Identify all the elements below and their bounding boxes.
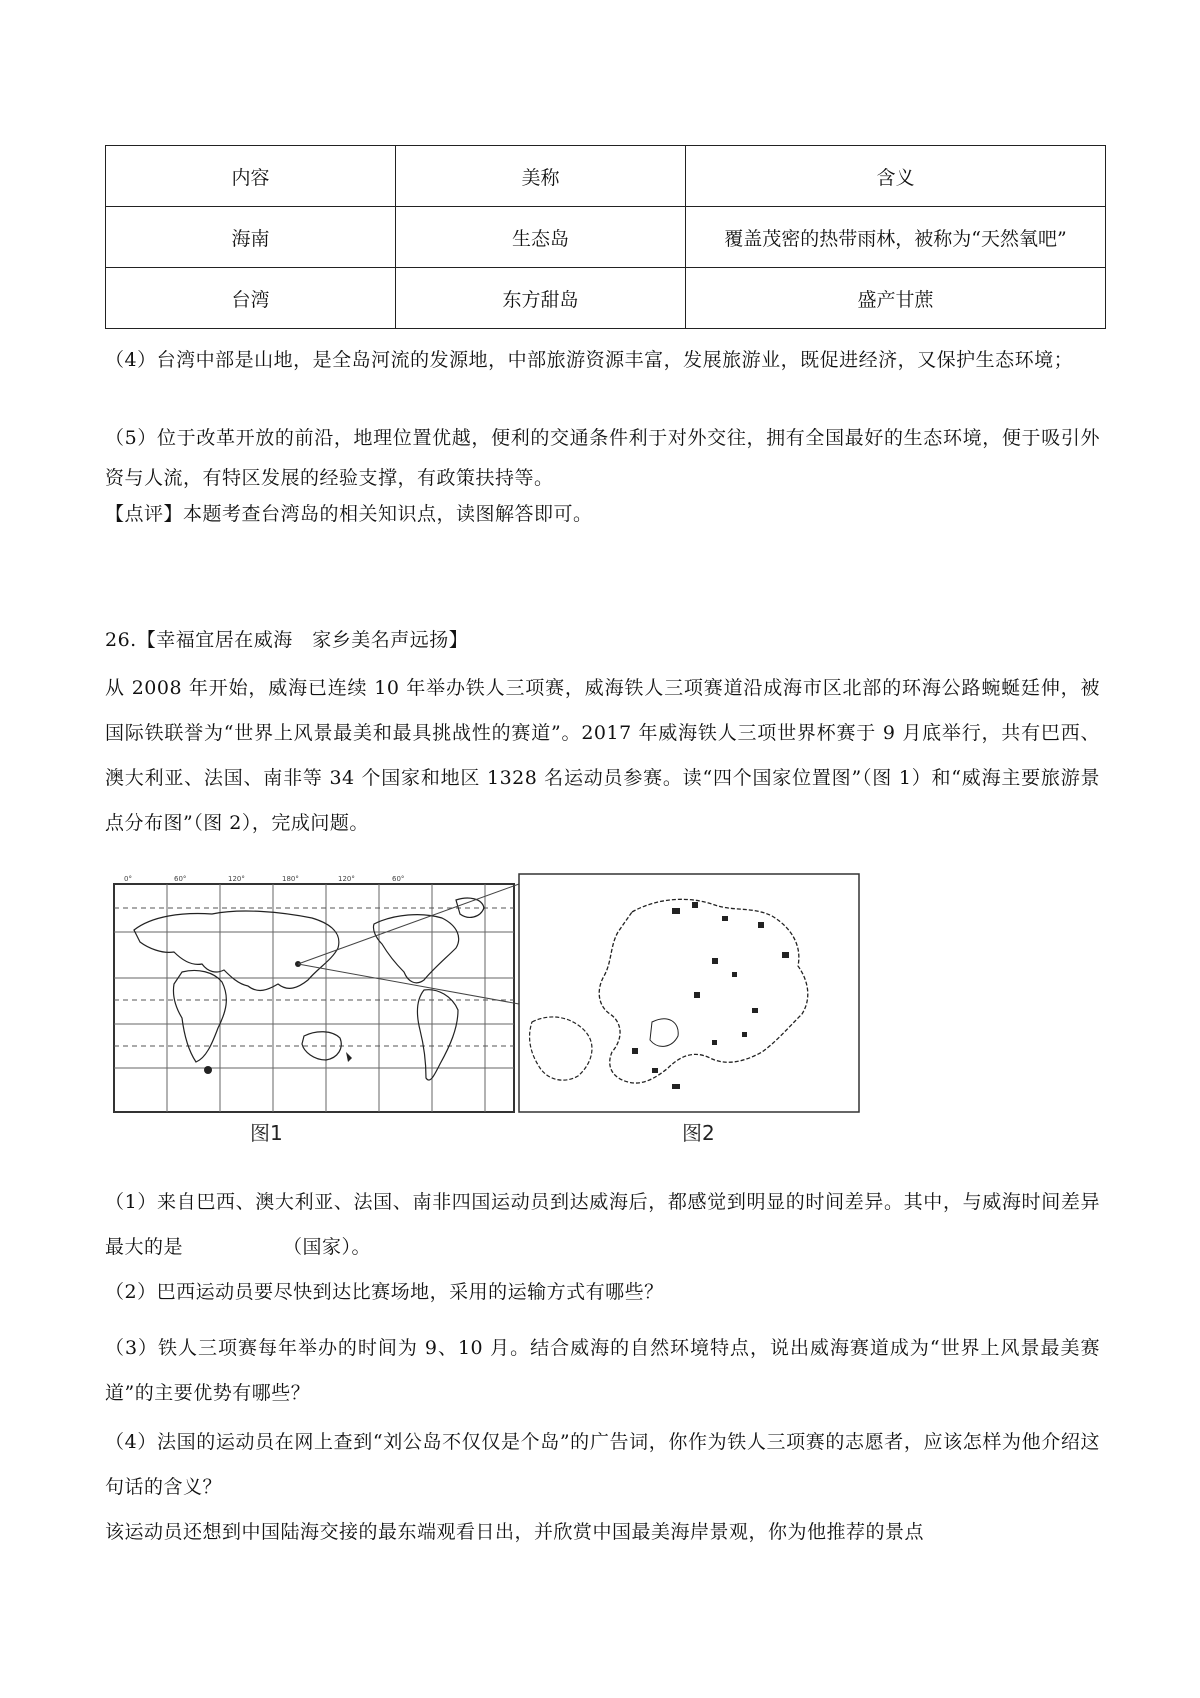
question-2: （2）巴西运动员要尽快到达比赛场地，采用的运输方式有哪些？ bbox=[105, 1281, 664, 1303]
table-row bbox=[106, 207, 1106, 268]
table-cell: 覆盖茂密的热带雨林，被称为“天然氧吧” bbox=[686, 207, 1106, 268]
question-1 bbox=[105, 1180, 1100, 1270]
table-cell: 台湾 bbox=[106, 268, 396, 329]
svg-text:0°: 0° bbox=[124, 875, 132, 883]
map-figures bbox=[112, 872, 942, 1152]
question-4: （4）法国的运动员在网上查到“刘公岛不仅仅是个岛”的广告词，你作为铁人三项赛的志愿者，应该怎样为他介绍这句话的含义？ bbox=[105, 1431, 1100, 1498]
question-title: 26.【幸福宜居在威海 家乡美名声远扬】 bbox=[105, 629, 469, 651]
question-1-suffix: （国家）。 bbox=[283, 1236, 372, 1258]
question-intro: 从 2008 年开始，威海已连续 10 年举办铁人三项赛，威海铁人三项赛道沿成海市区北部的环海公路蜿蜒廷伸，被国际铁联誉为“世界上风景最美和最具挑战性的赛道”。2017 年威海铁人三项世界杯赛于 9 月底举行，共有巴西、澳大利亚、法国、南非等 34 个国家和地区 1328 名运动员参赛。读“四个国家位置图”（图 1）和“威海主要旅游景点分布图”（图 2），完成问题。 bbox=[105, 677, 1100, 834]
svg-text:120°: 120° bbox=[228, 875, 245, 883]
question-1-text: （1）来自巴西、澳大利亚、法国、南非四国运动员到达威海后，都感觉到明显的时间差异。其中，与威海时间差异最大的是 bbox=[105, 1191, 1100, 1258]
table-header-cell: 含义 bbox=[686, 146, 1106, 207]
comment: 【点评】本题考查台湾岛的相关知识点，读图解答即可。 bbox=[105, 503, 593, 525]
table-cell: 海南 bbox=[106, 207, 396, 268]
question-3: （3）铁人三项赛每年举办的时间为 9、10 月。结合威海的自然环境特点，说出威海赛道成为“世界上风景最美赛道”的主要优势有哪些？ bbox=[105, 1337, 1100, 1404]
weihai-map-figure bbox=[519, 874, 859, 1112]
svg-text:180°: 180° bbox=[282, 875, 299, 883]
figure-1-label: 图1 bbox=[250, 1121, 283, 1145]
table-header-row bbox=[106, 146, 1106, 207]
table-cell: 东方甜岛 bbox=[396, 268, 686, 329]
svg-text:60°: 60° bbox=[174, 875, 187, 883]
table-row bbox=[106, 268, 1106, 329]
svg-text:120°: 120° bbox=[338, 875, 355, 883]
answer-4: （4）台湾中部是山地，是全岛河流的发源地，中部旅游资源丰富，发展旅游业，既促进经济，又保护生态环境； bbox=[105, 349, 1074, 371]
info-table bbox=[105, 145, 1106, 329]
table-header-cell: 内容 bbox=[106, 146, 396, 207]
table-header-cell: 美称 bbox=[396, 146, 686, 207]
world-map-figure bbox=[114, 875, 514, 1112]
south-africa-marker bbox=[204, 1066, 212, 1074]
svg-text:60°: 60° bbox=[392, 875, 405, 883]
figure-2-label: 图2 bbox=[682, 1121, 715, 1145]
answer-5: （5）位于改革开放的前沿，地理位置优越，便利的交通条件利于对外交往，拥有全国最好的生态环境，便于吸引外资与人流，有特区发展的经验支撑，有政策扶持等。 bbox=[105, 427, 1100, 489]
question-5: 该运动员还想到中国陆海交接的最东端观看日出，并欣赏中国最美海岸景观，你为他推荐的景点 bbox=[105, 1521, 925, 1543]
table-cell: 盛产甘蔗 bbox=[686, 268, 1106, 329]
table-cell: 生态岛 bbox=[396, 207, 686, 268]
